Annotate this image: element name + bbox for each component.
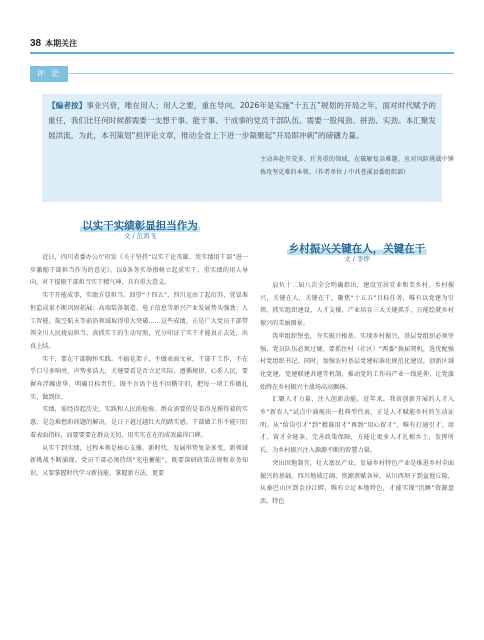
article1-continuation [260, 154, 454, 179]
section-title: 本期关注 [45, 38, 78, 48]
editor-note-body: 事业兴衰，唯在用人；用人之要，重在导向。2026年是实施“十五五”规划的开局之年，面对时代赋予的重任，我们比任何时候都需要一支想干事、能干事、干成事的党员干部队伍。需要一股闯劲、拼劲、实劲。本汇聚发展洪流，为此，本刊策划“担评论文章，推动全省上下进一步凝聚起“开局即冲刺”的磅礴力量。 [48, 101, 436, 140]
article1-title: 以实干实绩彰显担当作为 [82, 220, 198, 232]
article1-paragraph: 实干开能成事，实绩方显担当。回望“十四五”，四川克由了起衍苏，凭冒准恒监成果不断巩固拓展；高端装备制造、电子信息等新兴产业发展势头强劲；人工智能、航空航天等前沿领域取得重大突破……这些成绩，正是广大党员干部带领全川人民拢肩担当、真抓实干的生动写照，充分印证了实干才能真正去处，出真上结。 [30, 292, 248, 350]
editor-note-lead: 【编者按】 [48, 101, 87, 110]
article1-body [30, 252, 248, 481]
article2-paragraph: 汇聚人才力量，注入创新动能。近年来，我省创新开展的人才入乡“新农人”试点中涌现出一批典型代表，正是人才赋能乡村的生动证明。从“给岗引才”到“精准用才”再到“用心留才”，唯有打通引才、用才、留才全链条，完善政策保障，方能让更多人才扎根乡土，发挥所长，为乡村振兴注入源源不断的智慧力量。 [260, 396, 454, 455]
article1-end-paragraph: 主动奔赴开荒多、任务重的领域，在破解复杂难题、应对风险挑战中锤炼攻坚克难的本领。（作者单位 / 中共苍溪县委组织部） [260, 156, 454, 176]
article1-paragraph: 近日，四川省委办公厅印发《关于坚持“以实干论英雄、凭实绩用干部”进一步激励干部担当作为的意见》，以9条务实举措树立起重实干、重实绩的用人导向，对干提振干部担当实干精气神、具有重大意义。 [30, 254, 248, 287]
page-header [30, 36, 77, 50]
article1-paragraph: 实干，要在干部胸怀实践。不搞花架子，不做表面文章，干部干工作，不在乎口号多响亮，声势多浩大，关键要看是否立足实际，遵循规律，心系人民，要摒弃浮躁虚华、明确目标责任，既不言语个也不因循守旧，把每一项工作做扎实、做到位。 [30, 355, 248, 401]
article1-paragraph: 从实干到实绩，过程本领是核心支撑。新时代，发展形势复杂多变，新领域新挑战不断涌现，党员干部必须持续“充电蓄能”，既要深研政策法规和业务知识，又要掌握时代学习新技能，掌握新方法，更要 [30, 444, 248, 477]
article2-paragraph: 筑牢组织堡垒，夯实振兴根基。实现乡村振兴，基层党组织必须坚强，党员队伍必须过硬。要抓住村（社区）“两委”换届契机，选优配强村党组织书记。同时，加强农村基层党建标准化规范化建设，创新区域化党建，党建联建共建等机制，推动党的工作向产业一线延伸，让党旗始终在乡村振兴主战场高高飘扬。 [260, 332, 454, 391]
header-divider [30, 52, 454, 54]
article1-paragraph: 实绩，需经得起历史、实践和人民的检验。群众需要的是看得见摸得着的实惠，是急难愁盼问题的解决，是日子越过越红火的踏实感。干部做工作不能只盯着表面指标，而要要要在群众关切，用实实在在的成效赢得口碑。 [30, 406, 248, 439]
article2-title-wrap [260, 237, 454, 253]
article1-title-wrap [30, 214, 250, 230]
article2-body [260, 280, 454, 509]
tag-divider [68, 73, 454, 74]
article2-title: 乡村振兴关键在人，关键在干 [288, 243, 426, 255]
article2-author: 文 / 李烨 [344, 255, 370, 263]
article1-author: 文 / 范鸿飞 [123, 232, 157, 240]
article2-paragraph: 肩负十二届八次全会明确指出，建设宜居宜业和美乡村。乡村振兴，关键在人，关键在干。聚焦“十五五”目标任务，唯有以党建为引领，抓实组织建设、人才支撑、产业培育三大关键抓手，方能绘就乡村振兴的美丽图景。 [260, 282, 454, 328]
page-number: 38 [30, 37, 42, 49]
editor-note-box [42, 94, 442, 202]
column-tag: 评 论 [30, 66, 68, 82]
article2-paragraph: 突出因地制宜，壮大富民产业。发展乡村特色产业是推进乡村全面振兴的基础。四川地域辽阔、资源禀赋各异，从川西坝子到盆地丘陵，从秦巴山区到金沙江畔，唯有立足本地特色，才能实现“沉睡”资源盘活。特色 [260, 459, 454, 505]
